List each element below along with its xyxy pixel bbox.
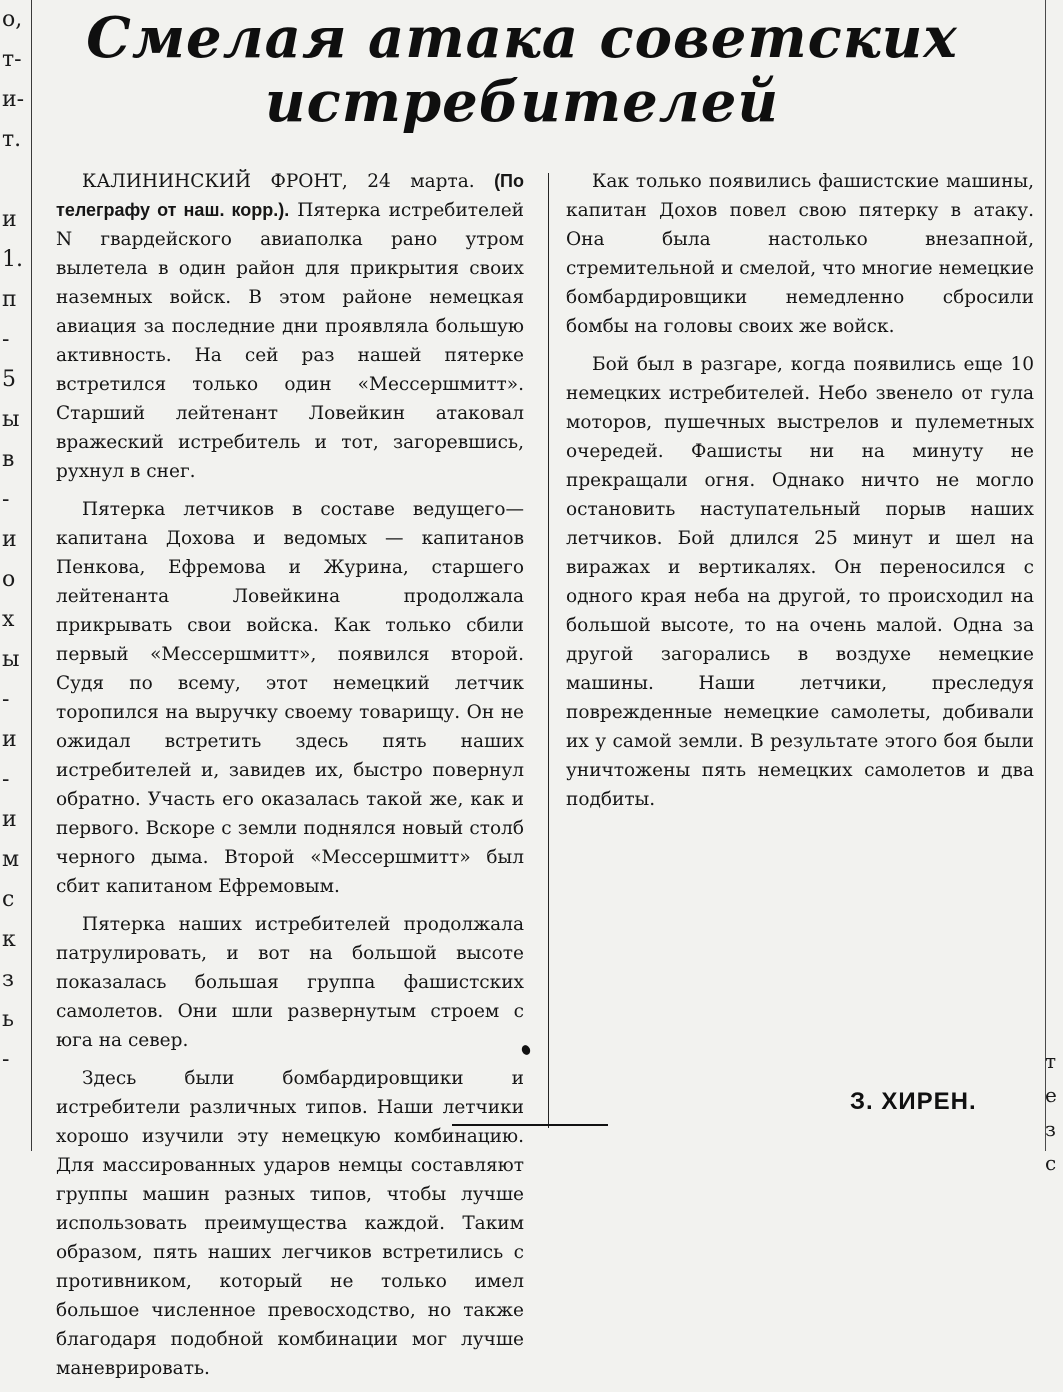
fragment-line: 1. xyxy=(2,247,23,272)
author-signature: З. ХИРЕН. xyxy=(850,1088,977,1115)
article-paragraph-2: Пятерка летчиков в составе ведущего— капитана Дохова и ведомых — капитанов Пенкова, Ефремова и Журина, старшего лейтенанта Ловейкина продолжала прикрывать свои войска. Как только сбили первый «Мессершмитт», появился второй. Судя по всему, этот немецкий летчик торопился на выручку своему товарищу. Он не ожидал встретить здесь пять наших истребителей и, завидев их, быстро повернул обратно. Участь его оказалась такой же, как и первого. Вскоре с земли поднялся новый столб черного дыма. Второй «Мессершмитт» был сбит капитаном Ефремовым. xyxy=(56,499,524,897)
fragment-line: и xyxy=(2,207,17,232)
article-paragraph-5: Как только появились фашистские машины, капитан Дохов повел свою пятерку в атаку. Она была настолько внезапной, стремительной и смелой, что многие немецкие бомбардировщики немедленно сбросили бомбы на головы своих же войск. xyxy=(566,171,1034,337)
article-paragraph-1 xyxy=(56,167,524,486)
fragment-line: и xyxy=(2,527,17,552)
fragment-line: з xyxy=(1045,1117,1056,1141)
fragment-line: и xyxy=(2,807,17,832)
fragment-line: к xyxy=(2,927,16,952)
article-paragraph-6: Бой был в разгаре, когда появились еще 10 немецких истребителей. Небо звенело от гула моторов, пушечных выстрелов и пулеметных очередей. Фашисты ни на минуту не прекращали огня. Однако ничто не могло остановить наступательный порыв наших летчиков. Бой длился 25 минут и шел на виражах и вертикалях. Он переносился с одного края неба на другой, то происходил на большой высоте, то на очень малой. Одна за другой загорались в воздухе немецкие машины. Наши летчики, преследуя поврежденные немецкие самолеты, добивали их у самой земли. В результате этого боя были уничтожены пять немецких самолетов и два подбиты. xyxy=(566,354,1034,810)
article-end-rule xyxy=(452,1124,608,1126)
fragment-line xyxy=(1045,1010,1063,1044)
fragment-line: е xyxy=(1045,1083,1057,1107)
column-rule-left xyxy=(31,0,32,1151)
paragraph-1-body: Пятерка истребителей N гвардейского авиаполка рано утром вылетела в один район для прикрытия своих наземных войск. В этом районе немецкая авиация за последние дни проявляла большую активность. На сей раз нашей пятерке встретился только один «Мессершмитт». Старший лейтенант Ловейкин атаковал вражеский истребитель и тот, загоревшись, рухнул в снег. xyxy=(56,200,524,482)
fragment-line: 5 xyxy=(2,367,16,392)
fragment-line: т- xyxy=(2,47,22,72)
fragment-line: о xyxy=(2,567,16,592)
article-column-left xyxy=(56,167,524,1392)
headline-line-1: Смелая атака советских xyxy=(86,5,958,71)
fragment-line: ь xyxy=(2,1007,14,1032)
fragment-line: в xyxy=(2,447,15,472)
fragment-line: м xyxy=(2,847,20,872)
fragment-line xyxy=(0,1080,24,1120)
fragment-line: и- xyxy=(2,87,25,112)
fragment-line: с xyxy=(1045,1151,1057,1175)
fragment-line: т. xyxy=(2,127,22,152)
dateline: КАЛИНИНСКИЙ ФРОНТ, 24 марта. xyxy=(82,171,475,192)
fragment-line: ы xyxy=(2,407,20,432)
fragment-line: т xyxy=(1045,1049,1057,1073)
fragment-line: п xyxy=(2,287,17,312)
article-paragraph-3: Пятерка наших истребителей продолжала патрулировать, и вот на большой высоте показалась большая группа фашистских самолетов. Они шли развернутым строем с юга на север. xyxy=(56,914,524,1051)
fragment-line: - xyxy=(2,487,10,512)
fragment-line: ы xyxy=(2,647,20,672)
fragment-line: - xyxy=(2,327,10,352)
fragment-line: - xyxy=(2,1047,10,1072)
article-paragraph-4: Здесь были бомбардировщики и истребители различных типов. Наши летчики хорошо изучили эту немецкую комбинацию. Для массированных ударов немцы составляют группы машин разных типов, чтобы лучше использовать преимущества каждой. Таким образом, пять наших легчиков встретились с противником, который не только имел большое численное превосходство, но также благодаря подобной комбинации мог лучше маневрировать. xyxy=(56,1068,524,1379)
fragment-line: з xyxy=(2,967,14,992)
adjacent-article-fragment-right xyxy=(1045,0,1063,1175)
fragment-line: и xyxy=(2,727,17,752)
fragment-line xyxy=(0,160,24,200)
article-headline xyxy=(82,6,962,134)
fragment-line: - xyxy=(2,687,10,712)
fragment-line: с xyxy=(2,887,15,912)
headline-line-2: истребителей xyxy=(264,69,780,135)
article-column-right xyxy=(566,167,1034,823)
adjacent-article-fragment-left xyxy=(0,0,24,1151)
fragment-line: х xyxy=(2,607,15,632)
source-credit: (По телеграфу от наш. корр.). xyxy=(56,171,524,220)
fragment-line: - xyxy=(2,767,10,792)
fragment-line: о, xyxy=(2,7,23,32)
column-divider xyxy=(548,173,549,1128)
